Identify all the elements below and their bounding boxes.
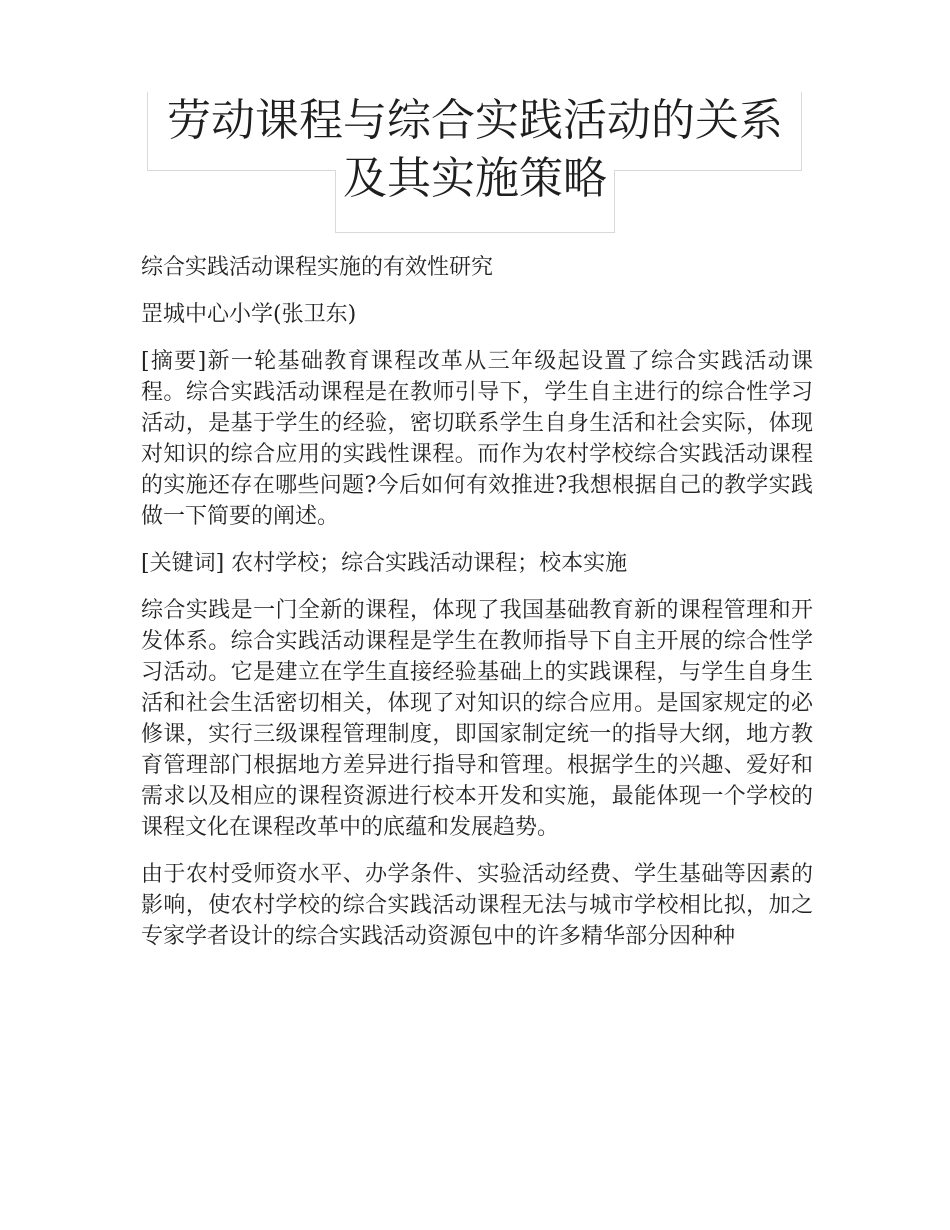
document-title — [0, 92, 950, 208]
body-paragraph: 由于农村受师资水平、办学条件、实验活动经费、学生基础等因素的影响，使农村学校的综合实践活动课程无法与城市学校相比拟，加之专家学者设计的综合实践活动资源包中的许多精华部分因种种 — [141, 862, 813, 949]
abstract-paragraph: [摘要]新一轮基础教育课程改革从三年级起设置了综合实践活动课程。综合实践活动课程是在教师引导下，学生自主进行的综合性学习活动，是基于学生的经验，密切联系学生自身生活和社会实际，体现对知识的综合应用的实践性课程。而作为农村学校综合实践活动课程的实施还存在哪些问题?今后如何有效推进?我想根据自己的教学实践做一下简要的阐述。 — [141, 349, 813, 529]
subtitle-paragraph: 综合实践活动课程实施的有效性研究 — [141, 255, 494, 280]
body-paragraph: 综合实践是一门全新的课程，体现了我国基础教育新的课程管理和开发体系。综合实践活动课程是学生在教师指导下自主开展的综合性学习活动。它是建立在学生直接经验基础上的实践课程，与学生自身生活和社会生活密切相关，体现了对知识的综合应用。是国家规定的必修课，实行三级课程管理制度，即国家制定统一的指导大纲，地方教育管理部门根据地方差异进行指导和管理。根据学生的兴趣、爱好和需求以及相应的课程资源进行校本开发和实施，最能体现一个学校的课程文化在课程改革中的底蕴和发展趋势。 — [141, 598, 813, 840]
author-paragraph: 罡城中心小学(张卫东) — [141, 302, 357, 327]
title-line-2: 及其实施策略 — [343, 153, 607, 204]
keywords-paragraph: [关键词] 农村学校；综合实践活动课程；校本实施 — [141, 551, 628, 576]
title-line-1: 劳动课程与综合实践活动的关系 — [167, 95, 783, 146]
document-body — [141, 252, 813, 968]
